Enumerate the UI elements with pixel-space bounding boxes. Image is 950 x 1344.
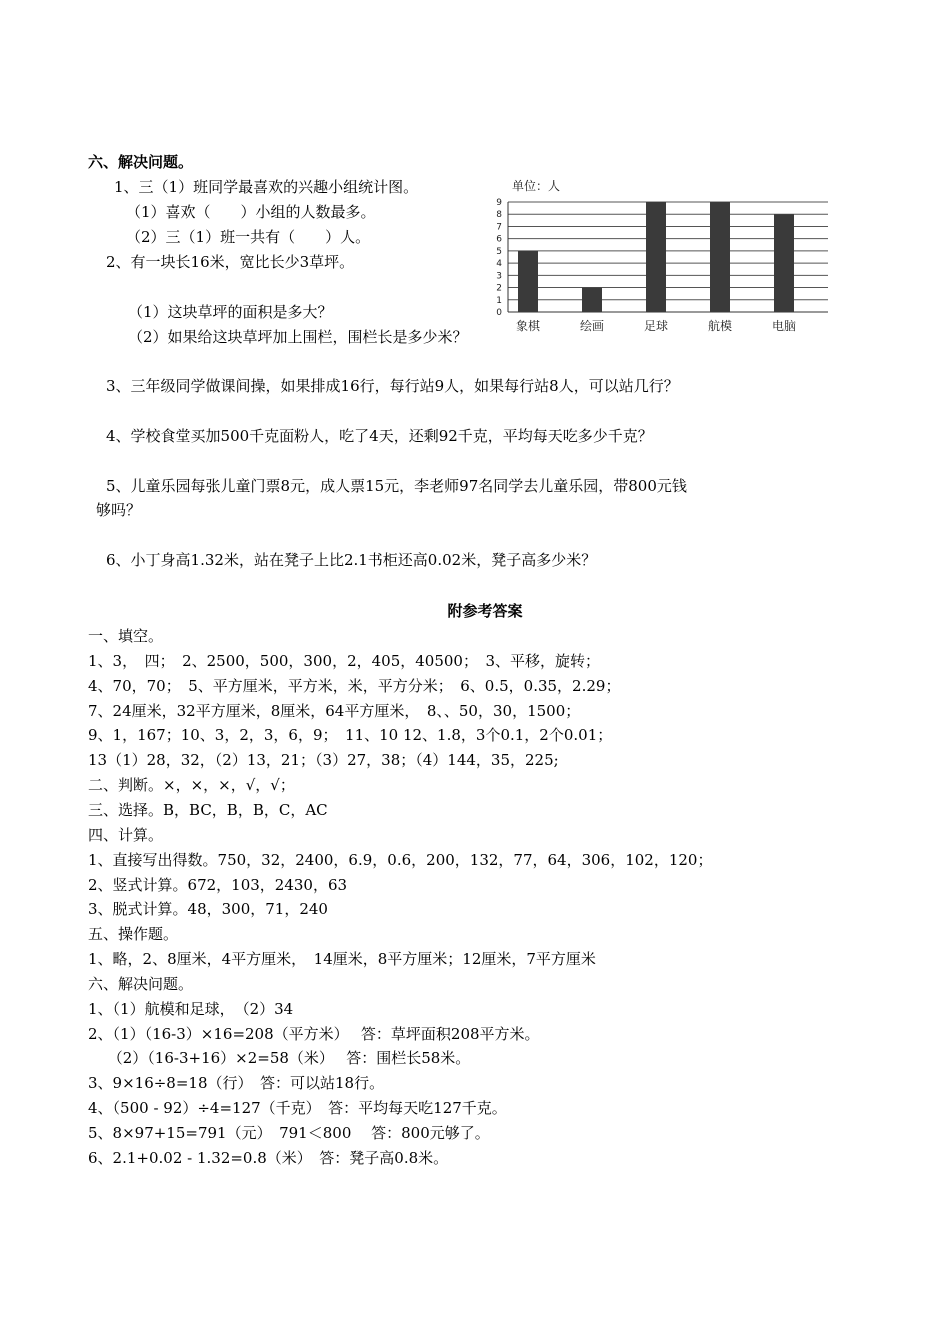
question-1-part-2: （2）三（1）班一共有（ ）人。 [126, 228, 371, 246]
y-tick-label: 2 [496, 283, 502, 294]
x-category-label: 象棋 [515, 319, 541, 333]
answer-line: 1、3， 四； 2、2500，500，300，2，405，40500； 3、平移，旋转； [88, 651, 601, 670]
question-1-part-1: （1）喜欢（ ）小组的人数最多。 [126, 203, 376, 221]
answer-line: 3、脱式计算。48，300，71，240 [88, 900, 328, 919]
y-tick-label: 8 [496, 210, 502, 221]
bar-4 [774, 214, 794, 312]
answers-title: 附参考答案 [447, 602, 523, 620]
question-4: 4、学校食堂买加500千克面粉人，吃了4天，还剩92千克，平均每天吃多少千克？ [106, 427, 653, 445]
question-6: 6、小丁身高1.32米，站在凳子上比2.1书柜还高0.02米，凳子高多少米？ [106, 551, 597, 569]
y-tick-label: 3 [496, 271, 502, 282]
bar-2 [646, 202, 666, 312]
y-tick-label: 7 [496, 222, 502, 233]
section-heading: 六、解决问题。 [88, 153, 194, 171]
bar-0 [518, 251, 538, 312]
x-category-label: 足球 [643, 319, 669, 333]
answer-line: 3、9×16÷8=18（行） 答：可以站18行。 [88, 1074, 385, 1093]
question-2-part-1: （1）这块草坪的面积是多大？ [128, 303, 333, 321]
answer-line: 4、（500 - 92）÷4=127（千克） 答：平均每天吃127千克。 [88, 1099, 507, 1118]
answer-line: 1、（1）航模和足球， （2）34 [88, 999, 294, 1018]
answer-line: 13（1）28，32，（2）13，21；（3）27，38；（4）144，35，225; [88, 751, 559, 770]
y-tick-label: 0 [496, 308, 502, 318]
bar-1 [582, 288, 602, 312]
answer-line: 1、直接写出得数。750，32，2400，6.9，0.6，200，132，77，64，306，102，120； [88, 850, 713, 869]
answer-line: 2、（1）（16-3）×16=208（平方米） 答：草坪面积208平方米。 [88, 1024, 540, 1043]
y-tick-label: 4 [496, 259, 502, 270]
interest-group-bar-chart [490, 176, 840, 336]
answer-line: 四、计算。 [88, 825, 164, 844]
answer-line: 二、判断。×，×，×，√，√； [88, 776, 295, 795]
answer-line: 9、1，167；10、3，2，3，6，9； 11、10 12、1.8，3个0.1，2个0.01； [88, 726, 613, 745]
chart-unit-label: 单位：人 [512, 179, 561, 193]
y-tick-label: 5 [496, 246, 502, 257]
question-2-intro: 2、有一块长16米，宽比长少3草坪。 [106, 253, 355, 271]
x-category-label: 电脑 [771, 319, 797, 333]
x-category-label: 绘画 [579, 319, 605, 333]
question-1-intro: 1、三（1）班同学最喜欢的兴趣小组统计图。 [114, 178, 419, 196]
answer-line: 五、操作题。 [88, 925, 179, 944]
answer-line: 三、选择。B，BC，B，B，C，AC [88, 800, 328, 819]
bar-3 [710, 202, 730, 312]
answer-line: 六、解决问题。 [88, 974, 194, 993]
question-2-part-2: （2）如果给这块草坪加上围栏，围栏长是多少米？ [128, 328, 468, 346]
y-tick-label: 9 [496, 198, 502, 208]
question-3: 3、三年级同学做课间操，如果排成16行，每行站9人，如果每行站8人，可以站几行？ [106, 377, 679, 395]
question-5-line-1: 5、儿童乐园每张儿童门票8元，成人票15元，李老师97名同学去儿童乐园，带800元钱 [106, 477, 687, 495]
answer-line: 5、8×97+15=791（元） 791＜800 答：800元够了。 [88, 1124, 490, 1142]
y-tick-label: 1 [496, 295, 502, 306]
question-5-line-2: 够吗？ [96, 501, 142, 519]
answer-line: 4、70，70； 5、平方厘米，平方米，米，平方分米； 6、0.5，0.35，2.29； [88, 676, 621, 695]
answer-line: 6、2.1+0.02 - 1.32=0.8（米） 答：凳子高0.8米。 [88, 1148, 449, 1167]
answer-line: 2、竖式计算。672，103，2430，63 [88, 875, 348, 894]
answer-line: 一、填空。 [88, 627, 164, 645]
answer-line: 1、略，2、8厘米，4平方厘米， 14厘米，8平方厘米；12厘米，7平方厘米 [88, 950, 596, 969]
answer-line: 7、24厘米，32平方厘米，8厘米，64平方厘米， 8、、50，30，1500； [88, 701, 581, 720]
x-category-label: 航模 [707, 319, 733, 333]
answer-line: （2）（16-3+16）×2=58（米） 答：围栏长58米。 [88, 1049, 471, 1068]
y-tick-label: 6 [496, 234, 502, 245]
